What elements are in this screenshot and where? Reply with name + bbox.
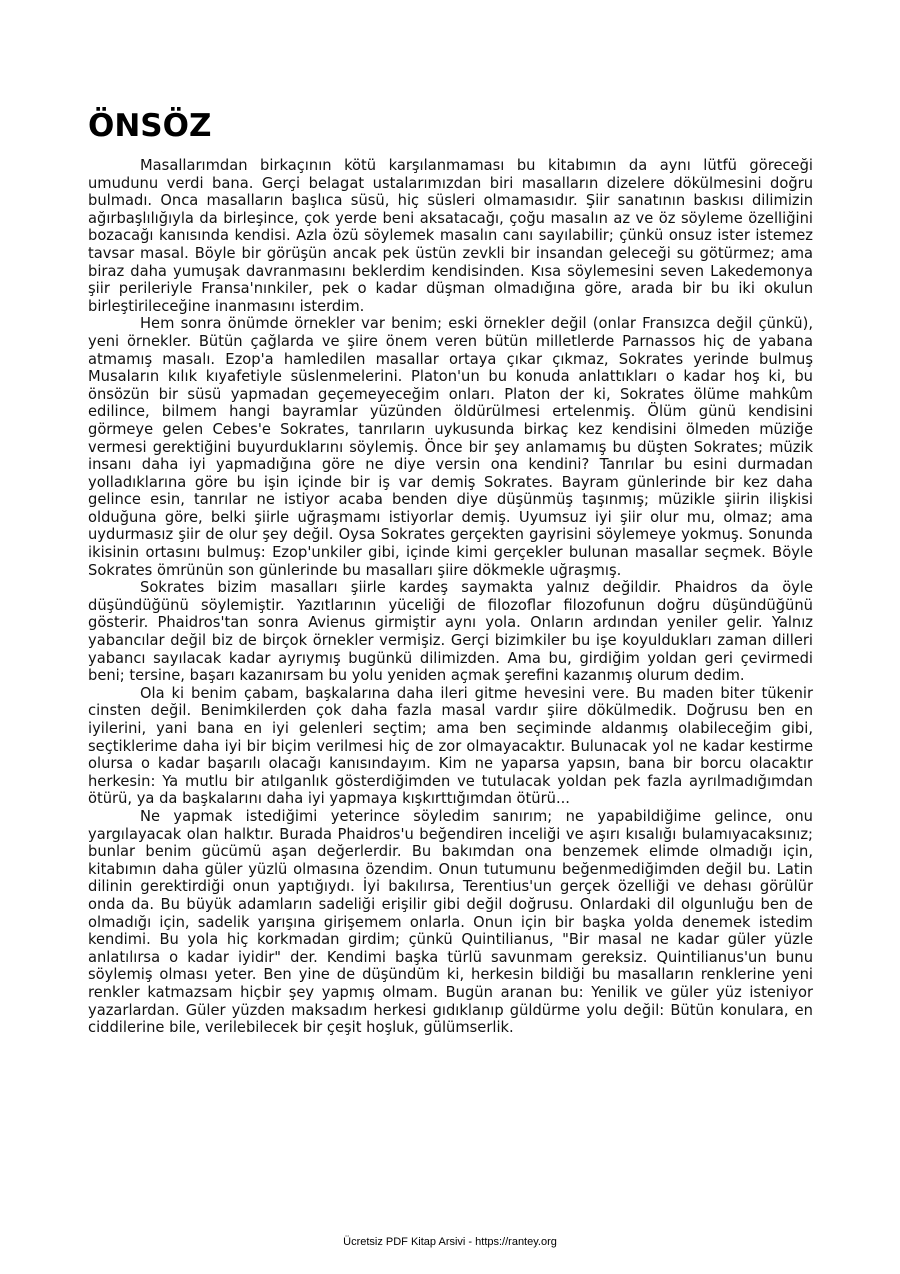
page-title: ÖNSÖZ <box>88 108 212 144</box>
page-footer: Ücretsiz PDF Kitap Arsivi - https://rantey.org <box>343 1236 557 1248</box>
paragraph-5: Ne yapmak istediğimi yeterince söyledim sanırım; ne yapabildiğime gelince, onu yargılayacak olan halktır. Burada Phaidros'u beğendiren inceliği ve aşırı kısalığı bulamıyacaksınız; bunlar benim gücümü aşan değerlerdir. Bu bakımdan ona benzemek elimde olmadığı için, kitabımın daha güler yüzlü olmasına özendim. Onun tutumunu beğenmediğimden değil bu. Latin dilinin gerektirdiği onun yaptığıydı. İyi bakılırsa, Terentius'un gerçek özelliği ve dehası görülür onda da. Bu büyük adamların sadeliği erişilir gibi değil doğrusu. Onlardaki dil olgunluğu ben de olmadığı için, sadelik yarışına girişemem onlarla. Onun için bir başka yolda denemek istedim kendimi. Bu yola hiç korkmadan girdim; çünkü Quintilianus, "Bir masal ne kadar güler yüzle anlatılırsa o kadar iyidir" der. Kendimi başka türlü savunmam gereksiz. Quintilianus'un bunu söylemiş olması yeter. Ben yine de düşündüm ki, herkesin bildiği bu masalların renklerine yeni renkler katmazsam hiçbir şey yapmış olmam. Bugün aranan bu: Yenilik ve güler yüz isteniyor yazarlardan. Güler yüzden maksadım herkesi gıdıklanıp güldürme yolu değil: Bütün konulara, en ciddilerine bile, verilebilecek bir çeşit hoşluk, gülümserlik. <box>88 807 813 1037</box>
paragraph-4: Ola ki benim çabam, başkalarına daha ileri gitme hevesini vere. Bu maden biter tükenir cinsten değil. Benimkilerden çok daha fazla masal vardır şiire dökülmedik. Doğrusu ben en iyilerini, yani bana en iyi gelenleri seçtim; ama ben seçiminde aldanmış olabileceğim gibi, seçtiklerime daha iyi bir biçim verilmesi hiç de zor olmayacaktır. Bulunacak yol ne kadar kestirme olursa o kadar başarılı olacağı kanısındayım. Kim ne yaparsa yapsın, bana bir borcu olacaktır herkesin: Ya mutlu bir atılganlık gösterdiğimden ve tutulacak yoldan pek fazla ayrılmadığımdan ötürü, ya da başkalarını daha iyi yapmaya kışkırttığımdan ötürü... <box>88 684 813 808</box>
paragraph-1: Masallarımdan birkaçının kötü karşılanmaması bu kitabımın da aynı lütfü göreceği umudunu verdi bana. Gerçi belagat ustalarımızdan biri masalların dizelere dökülmesini doğru bulmadı. Onca masalların başlıca süsü, hiç süsleri olmamasıdır. Şiir sanatının baskısı dilimizin ağırbaşlılığıyla da birleşince, çok yerde beni aksatacağı, çoğu masalın az ve öz söyleme özelliğini bozacağı kanısında kendisi. Azla özü söylemek masalın canı sayılabilir; çünkü onsuz ister istemez tavsar masal. Böyle bir görüşün ancak pek üstün zevkli bir insandan geleceği su götürmez; ama biraz daha yumuşak davranmasını beklerdim kendisinden. Kısa söylemesini seven Lakedemonya şiir perileriyle Fransa'nınkiler, pek o kadar düşman olmadığına göre, arada bir bu iki okulun birleştirileceğine inanmasını isterdim. <box>88 157 813 315</box>
paragraph-3: Sokrates bizim masalları şiirle kardeş saymakta yalnız değildir. Phaidros da öyle düşündüğünü söylemiştir. Yazıtlarının yüceliği de filozoflar filozofunun doğru düşündüğünü gösterir. Phaidros'tan sonra Avienus girmiştir aynı yola. Onların ardından yeniler gelir. Yalnız yabancılar değil biz de birçok örnekler vermişiz. Gerçi bizimkiler bu işe koyuldukları zaman dilleri yabancı sayılacak kadar ayrıymış bugünkü dilimizden. Ama bu, girdiğim yoldan geri çevirmedi beni; tersine, başarı kazanırsam bu yolu yeniden açmak şerefini kazanmış olurum dedim. <box>88 579 813 685</box>
paragraph-2: Hem sonra önümde örnekler var benim; eski örnekler değil (onlar Fransızca değil çünkü), yeni örnekler. Bütün çağlarda ve şiire önem veren bütün milletlerde Parnassos hiç de yabana atmamış masalı. Ezop'a hamledilen masallar ortaya çıkar çıkmaz, Sokrates yerinde bulmuş Musaların kılık kıyafetiyle süslenmelerini. Platon'un bu konuda anlattıkları o kadar hoş ki, bu önsözün bir süsü yapmadan geçemeyeceğim onları. Platon der ki, Sokrates ölüme mahkûm edilince, bilmem hangi bayramlar yüzünden öldürülmesi ertelenmiş. Ölüm günü kendisini görmeye gelen Cebes'e Sokrates, tanrıların uykusunda birkaç kez kendisini ölmeden müziğe vermesi gerektiğini buyurduklarını söylemiş. Önce bir şey anlamamış bu düşten Sokrates; müzik insanı daha iyi yapmadığına göre ne diye versin ona kendini? Tanrılar bu esini durmadan yolladıklarına göre bu işin içinde bir iş var demiş Sokrates. Bayram günlerinde bir kez daha gelince esin, tanrılar ne istiyor acaba benden diye düşünmüş taşınmış; müzikle şiirin ilişkisi olduğuna göre, belki şiirle uğraşmamı istiyorlar demiş. Uyumsuz iyi şiir olur mu, olmaz; ama uydurmasız şiir de olur şey değil. Oysa Sokrates gerçekten gayrisini söylemeye yokmuş. Sonunda ikisinin ortasını bulmuş: Ezop'unkiler gibi, içinde kimi gerçekler bulunan masallar seçmek. Böyle Sokrates ömrünün son günlerinde bu masalları şiire dökmekle uğraşmış. <box>88 315 813 579</box>
document-page <box>88 108 813 1037</box>
